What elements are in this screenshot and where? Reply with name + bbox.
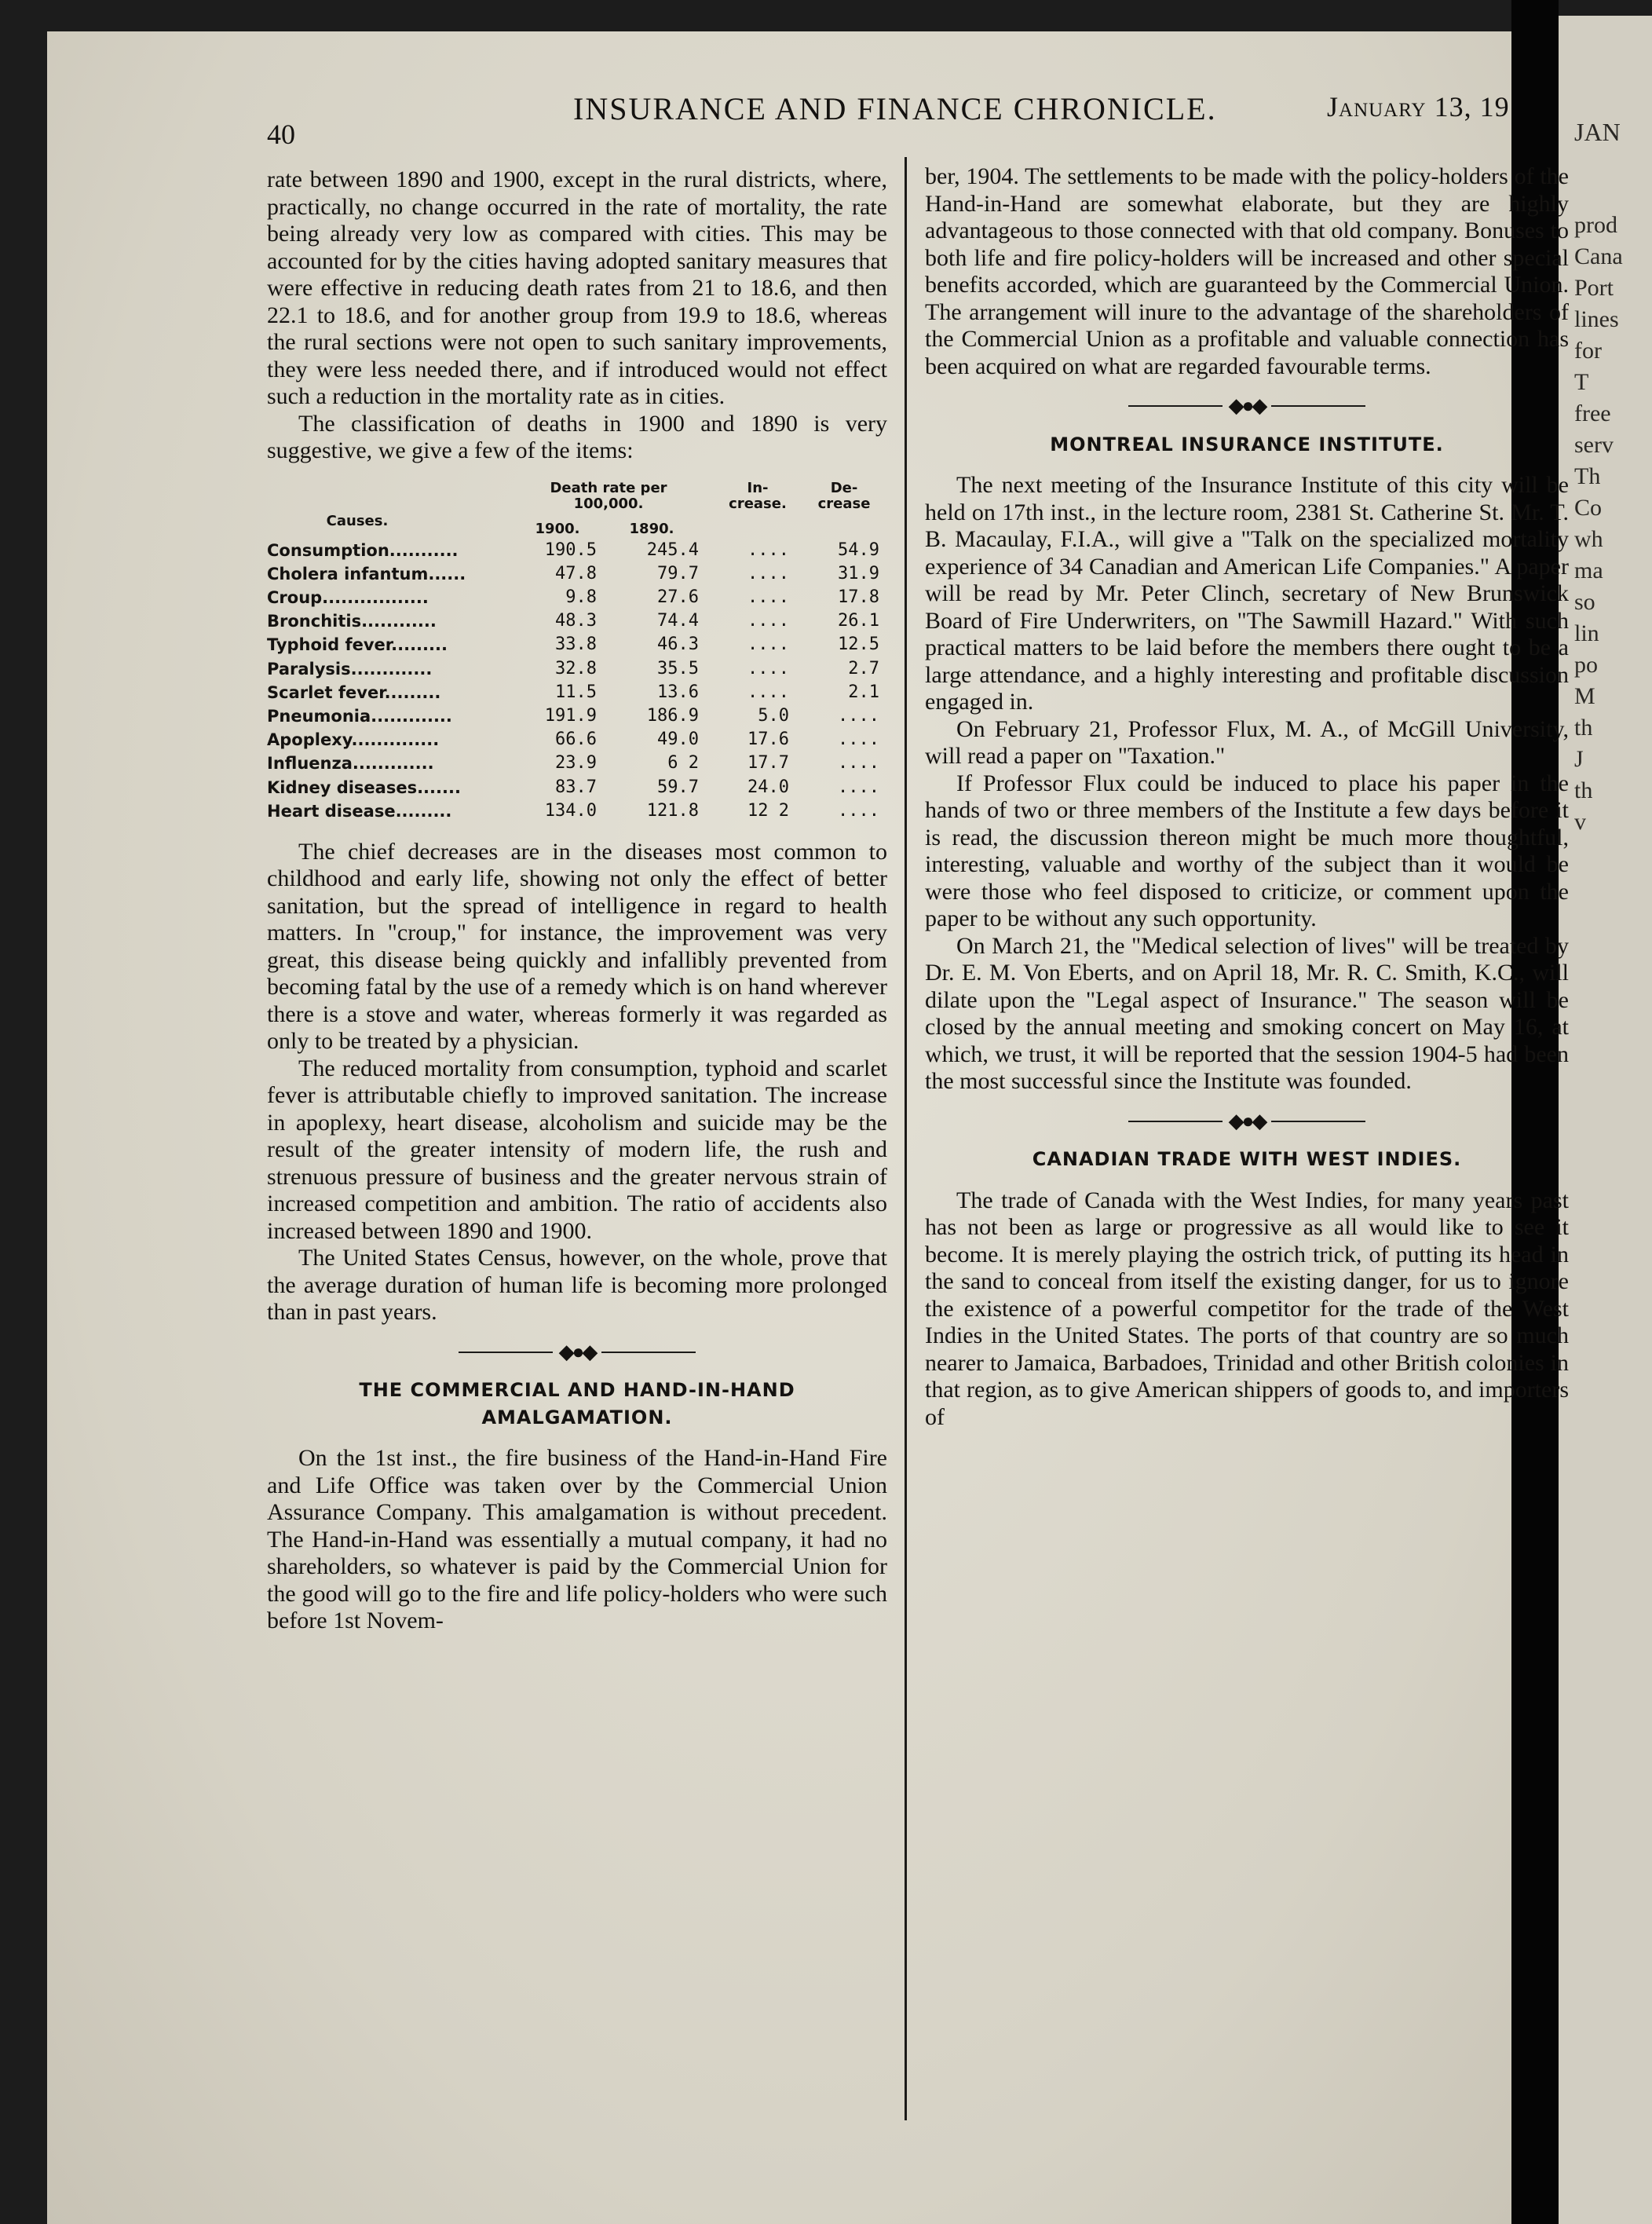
decrease-cell: 31.9 bbox=[838, 563, 879, 583]
decrease-cell: .... bbox=[838, 730, 879, 750]
adjacent-page-line: for bbox=[1574, 338, 1602, 364]
trade-paragraph: The trade of Canada with the West Indies, for many years past has not been as large or progressive as all would like to see it become. It is merely playing the ostrich trick, of putting its head in the sand to conceal from itself the existing danger, for us to ignore the existence of a powerful competitor for the trade of the West Indies in the United States. The ports of that country are so much nearer to Jamaica, Barbadoes, Trinidad and other British colonies in that region, as to give American shippers of goods to, and importers of bbox=[925, 1187, 1569, 1430]
decrease-cell: .... bbox=[838, 800, 879, 821]
table-row bbox=[267, 799, 887, 823]
adjacent-page-line: Th bbox=[1574, 463, 1601, 489]
increase-cell: .... bbox=[747, 563, 789, 583]
right-column bbox=[925, 163, 1569, 1431]
table-row bbox=[267, 657, 887, 681]
table-row bbox=[267, 539, 887, 562]
adjacent-page-line: free bbox=[1574, 401, 1611, 426]
year-1890-header: 1890. bbox=[629, 520, 674, 537]
rate-1890-cell: 46.3 bbox=[657, 635, 699, 655]
increase-cell: 17.6 bbox=[747, 730, 789, 750]
reduced-mortality-paragraph: The reduced mortality from consumption, typhoid and scarlet fever is attributable chiefly to improved sanitation. The increase in apoplexy, heart disease, alcoholism and suicide may be the result of the greater intensity of modern life, the rush and strenuous pressure of business and the greater nervous strain of increased competition and ambition. The ratio of accidents also increased between 1890 and 1900. bbox=[267, 1055, 887, 1244]
adjacent-page-line: lines bbox=[1574, 306, 1619, 332]
adjacent-page-line: Cana bbox=[1574, 243, 1623, 269]
rate-1900-cell: 9.8 bbox=[565, 587, 597, 607]
chief-decreases-paragraph: The chief decreases are in the diseases most common to childhood and early life, showing not only the effect of better sanitation, but the spread of intelligence in regard to health matters. In "croup," for instance, the improvement was very great, this disease being quickly and infallibly prevented from becoming fatal by the use of a remedy which is on hand wherever there is a stove and water, whereas formerly it was regarded as only to be treated by a physician. bbox=[267, 838, 887, 1055]
increase-cell: .... bbox=[747, 658, 789, 679]
table-row bbox=[267, 728, 887, 752]
rate-1900-cell: 32.8 bbox=[555, 658, 597, 679]
cause-cell: Heart disease......... bbox=[267, 801, 452, 821]
rate-1900-cell: 33.8 bbox=[555, 635, 597, 655]
increase-cell: 5.0 bbox=[758, 705, 789, 726]
rate-1900-cell: 83.7 bbox=[555, 777, 597, 797]
decrease-cell: .... bbox=[838, 705, 879, 726]
institute-heading: MONTREAL INSURANCE INSTITUTE. bbox=[1050, 433, 1444, 455]
causes-header: Causes. bbox=[326, 512, 389, 529]
decrease-cell: 17.8 bbox=[838, 587, 879, 607]
adjacent-page-line: lin bbox=[1574, 620, 1599, 646]
institute-paragraph-3: If Professor Flux could be induced to place his paper in the hands of two or three members of the Institute a few days before it is read, the discussion thereon might be much more thoughtful, interesting, valuable and worthy of the subject than it would be were those who feel disposed to criticize, or comment upon the paper to be without any such opportunity. bbox=[925, 770, 1569, 931]
table-row bbox=[267, 609, 887, 633]
amalgamation-paragraph: On the 1st inst., the fire business of the Hand-in-Hand Fire and Life Office was taken over by the Commercial Union Assurance Company. This amalgamation is without precedent. The Hand-in-Hand was essentially a mutual company, it had no shareholders, so whatever is paid by the Commercial Union for the good will go to the fire and life policy-holders who were such before 1st Novem- bbox=[267, 1445, 887, 1634]
decrease-header: De-crease bbox=[817, 479, 871, 512]
issue-date: January 13, 19 bbox=[1327, 91, 1510, 123]
institute-paragraph-4: On March 21, the "Medical selection of lives" will be treated by Dr. E. M. Von Eberts, and on April 18, Mr. R. C. Smith, K.C., will dilate upon the "Legal aspect of Insurance." The season will be closed by the annual meeting and smoking concert on May 16, at which, we trust, it will be reported that the session 1904-5 had been the most successful since the Institute was founded. bbox=[925, 932, 1569, 1094]
cause-cell: Pneumonia............. bbox=[267, 706, 452, 726]
mortality-table bbox=[267, 474, 887, 823]
rate-1900-cell: 23.9 bbox=[555, 753, 597, 774]
adjacent-page-line: wh bbox=[1574, 526, 1603, 552]
section-ornament: ◆●◆ bbox=[925, 1108, 1569, 1136]
adjacent-page-line: J bbox=[1574, 746, 1584, 772]
cause-cell: Consumption........... bbox=[267, 540, 459, 560]
adjacent-page-line: th bbox=[1574, 715, 1593, 741]
cause-cell: Typhoid fever......... bbox=[267, 635, 448, 655]
cause-cell: Bronchitis............ bbox=[267, 612, 437, 631]
adjacent-page-line: ma bbox=[1574, 558, 1603, 583]
increase-cell: 12 2 bbox=[747, 800, 789, 821]
rate-1890-cell: 245.4 bbox=[646, 540, 699, 560]
column-divider bbox=[905, 157, 907, 2120]
cause-cell: Scarlet fever......... bbox=[267, 682, 441, 702]
rate-1890-cell: 59.7 bbox=[657, 777, 699, 797]
decrease-cell: 54.9 bbox=[838, 540, 879, 560]
increase-cell: .... bbox=[747, 540, 789, 560]
adjacent-page-fragment bbox=[1559, 16, 1652, 2224]
increase-cell: .... bbox=[747, 611, 789, 631]
mortality-table-header bbox=[267, 474, 887, 539]
cause-cell: Croup................. bbox=[267, 587, 429, 607]
decrease-cell: 2.1 bbox=[848, 682, 879, 702]
rate-1900-cell: 11.5 bbox=[555, 682, 597, 702]
decrease-cell: 26.1 bbox=[838, 611, 879, 631]
mortality-table-body bbox=[267, 539, 887, 823]
section-ornament: ◆●◆ bbox=[267, 1339, 887, 1366]
census-paragraph: The United States Census, however, on the whole, prove that the average duration of human life is becoming more prolonged than in past years. bbox=[267, 1245, 887, 1326]
table-row bbox=[267, 752, 887, 775]
rate-1900-cell: 66.6 bbox=[555, 730, 597, 750]
adjacent-page-line: Co bbox=[1574, 495, 1603, 521]
left-column bbox=[267, 166, 887, 1635]
table-row bbox=[267, 681, 887, 704]
amalgamation-heading: THE COMMERCIAL AND HAND-IN-HAND AMALGAMATION. bbox=[359, 1379, 795, 1428]
increase-cell: .... bbox=[747, 635, 789, 655]
amalgamation-continuation: ber, 1904. The settlements to be made with the policy-holders of the Hand-in-Hand are somewhat elaborate, but they are highly advantageous to those connected with that old company. Bonuses to both life and fire policy-holders will be increased and other special benefits accorded, which are guaranteed by the Commercial Union. The arrangement will inure to the advantage of the shareholders of the Commercial Union as a profitable and valuable connection has been acquired on what are regarded favourable terms. bbox=[925, 163, 1569, 379]
cause-cell: Kidney diseases....... bbox=[267, 777, 461, 797]
adjacent-page-line: v bbox=[1574, 809, 1586, 835]
classification-paragraph: The classification of deaths in 1900 and 1890 is very suggestive, we give a few of the items: bbox=[267, 410, 887, 463]
death-rate-header: Death rate per 100,000. bbox=[550, 479, 667, 512]
rate-1900-cell: 47.8 bbox=[555, 563, 597, 583]
rate-1900-cell: 48.3 bbox=[555, 611, 597, 631]
rate-1890-cell: 13.6 bbox=[657, 682, 699, 702]
decrease-cell: .... bbox=[838, 777, 879, 797]
adjacent-page-line: po bbox=[1574, 652, 1598, 678]
table-row bbox=[267, 562, 887, 586]
increase-cell: .... bbox=[747, 682, 789, 702]
table-row bbox=[267, 704, 887, 728]
cause-cell: Apoplexy.............. bbox=[267, 730, 440, 750]
cause-cell: Influenza............. bbox=[267, 754, 434, 774]
adjacent-page-line: Port bbox=[1574, 275, 1614, 301]
adjacent-page-line: so bbox=[1574, 589, 1595, 615]
rate-1900-cell: 191.9 bbox=[544, 705, 597, 726]
page-number: 40 bbox=[267, 119, 295, 150]
increase-cell: .... bbox=[747, 587, 789, 607]
trade-heading: CANADIAN TRADE WITH WEST INDIES. bbox=[1032, 1148, 1462, 1170]
decrease-cell: 2.7 bbox=[848, 658, 879, 679]
rate-1890-cell: 49.0 bbox=[657, 730, 699, 750]
journal-title: INSURANCE AND FINANCE CHRONICLE. bbox=[573, 91, 1217, 126]
adjacent-page-line: T bbox=[1574, 369, 1589, 395]
page-header bbox=[228, 79, 1515, 150]
year-1900-header: 1900. bbox=[535, 520, 580, 537]
rate-1890-cell: 27.6 bbox=[657, 587, 699, 607]
intro-paragraph: rate between 1890 and 1900, except in the rural districts, where, practically, no change occurred in the rate of mortality, the rate being already very low as compared with cities. This may be accounted for by the cities having adopted sanitary measures that were effective in reducing death rates from 21 to 18.6, and then 22.1 to 18.6, and for another group from 19.9 to 18.6, whereas the rural sections were not open to such sanitary improvements, they were less needed there, and if introduced would not effect such a reduction in the mortality rate as in cities. bbox=[267, 166, 887, 409]
rate-1890-cell: 35.5 bbox=[657, 658, 699, 679]
rate-1890-cell: 121.8 bbox=[646, 800, 699, 821]
adjacent-page-line: serv bbox=[1574, 432, 1614, 458]
cause-cell: Cholera infantum...... bbox=[267, 564, 466, 583]
rate-1890-cell: 74.4 bbox=[657, 611, 699, 631]
adjacent-page-header: JAN bbox=[1574, 118, 1621, 146]
rate-1890-cell: 79.7 bbox=[657, 563, 699, 583]
adjacent-page-line: th bbox=[1574, 777, 1593, 803]
table-row bbox=[267, 586, 887, 609]
rate-1890-cell: 186.9 bbox=[646, 705, 699, 726]
adjacent-page-line: prod bbox=[1574, 212, 1617, 238]
decrease-cell: 12.5 bbox=[838, 635, 879, 655]
table-row bbox=[267, 633, 887, 657]
table-row bbox=[267, 776, 887, 799]
decrease-cell: .... bbox=[838, 753, 879, 774]
adjacent-page-line: M bbox=[1574, 683, 1595, 709]
increase-cell: 24.0 bbox=[747, 777, 789, 797]
cause-cell: Paralysis............. bbox=[267, 659, 433, 679]
rate-1900-cell: 134.0 bbox=[544, 800, 597, 821]
rate-1890-cell: 6 2 bbox=[667, 753, 699, 774]
institute-paragraph-2: On February 21, Professor Flux, M. A., of McGill University, will read a paper on "Taxation." bbox=[925, 715, 1569, 769]
rate-1900-cell: 190.5 bbox=[544, 540, 597, 560]
institute-paragraph-1: The next meeting of the Insurance Institute of this city will be held on 17th inst., in the lecture room, 2381 St. Catherine St. Mr. T. B. Macaulay, F.I.A., will give a "Talk on the specialized mortality experience of 34 Canadian and American Life Companies." A paper will be read by Mr. Peter Clinch, secretary of New Brunswick Board of Fire Underwriters, on "The Sawmill Hazard." With such practical matters to be laid before the members there ought to be a large attendance, and a highly interesting and profitable discussion engaged in. bbox=[925, 472, 1569, 715]
increase-header: In-crease. bbox=[729, 479, 787, 512]
increase-cell: 17.7 bbox=[747, 753, 789, 774]
section-ornament: ◆●◆ bbox=[925, 393, 1569, 420]
